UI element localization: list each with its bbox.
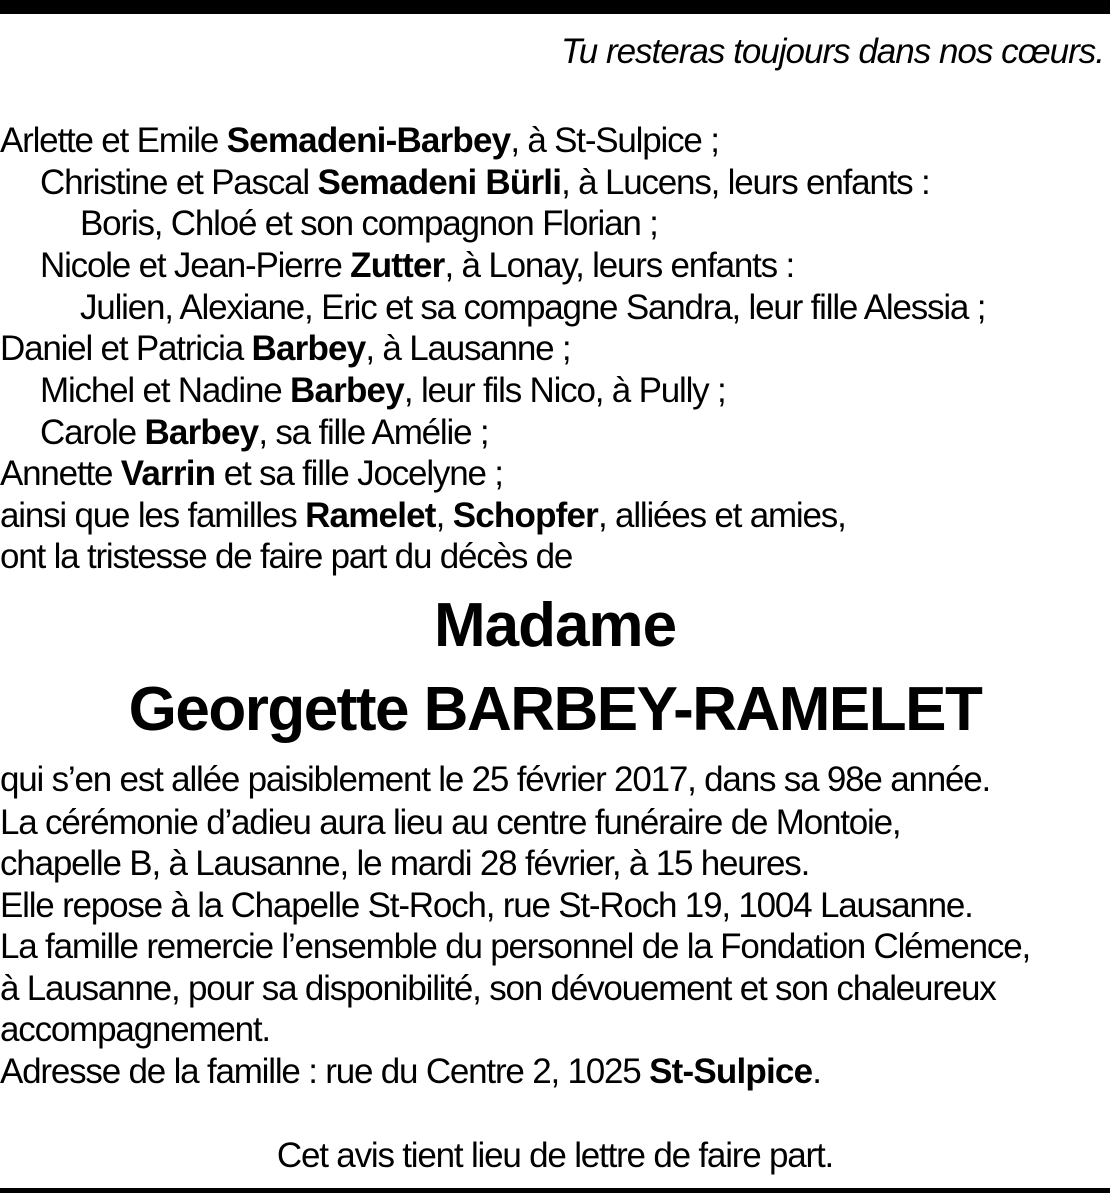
family-surname: Semadeni Bürli <box>317 163 562 202</box>
family-line-text: Annette <box>0 454 121 493</box>
details-line-3: chapelle B, à Lausanne, le mardi 28 février, à 15 heures. <box>0 844 810 883</box>
family-surname: Semadeni-Barbey <box>226 121 511 160</box>
family-line-text: , leur fils Nico, à Pully ; <box>403 371 726 410</box>
family-line-6 <box>0 328 570 370</box>
deceased-name: Georgette BARBEY-RAMELET <box>128 675 982 744</box>
family-line-text: , à St-Sulpice ; <box>510 121 719 160</box>
announcement-line <box>0 536 572 578</box>
family-line-text: Christine et Pascal <box>40 163 318 202</box>
family-line-7 <box>40 370 726 412</box>
bottom-border-rule <box>0 1188 1110 1193</box>
family-line-8 <box>40 412 488 454</box>
address-text: Adresse de la famille : rue du Centre 2, 1025 <box>0 1052 650 1091</box>
family-line-text: Nicole et Jean-Pierre <box>40 246 351 285</box>
family-line-5 <box>80 287 985 329</box>
family-line-3 <box>80 203 658 245</box>
family-line-separator: , <box>435 496 453 535</box>
family-line-text: Boris, Chloé et son compagnon Florian ; <box>80 204 658 243</box>
family-line-text: , alliées et amies, <box>598 496 846 535</box>
family-surname: Zutter <box>350 246 445 285</box>
family-surname: Schopfer <box>452 496 598 535</box>
family-surname: Barbey <box>144 413 259 452</box>
details-line-6: à Lausanne, pour sa disponibilité, son dévouement et son chaleureux <box>0 969 996 1008</box>
address-punctuation: . <box>812 1052 821 1091</box>
details-line-7: accompagnement. <box>0 1010 270 1049</box>
family-line-text: , sa fille Amélie ; <box>258 413 489 452</box>
family-line-10 <box>0 495 846 537</box>
details-line-1: qui s’en est allée paisiblement le 25 février 2017, dans sa 98e année. <box>0 760 991 799</box>
family-line-text: ainsi que les familles <box>0 496 306 535</box>
family-line-text: , à Lonay, leurs enfants : <box>444 246 794 285</box>
family-line-text: Michel et Nadine <box>40 371 291 410</box>
family-surname: Barbey <box>251 329 366 368</box>
family-line-4 <box>40 245 794 287</box>
family-line-9 <box>0 453 503 495</box>
family-line-text: , à Lucens, leurs enfants : <box>561 163 930 202</box>
footer-note: Cet avis tient lieu de lettre de faire part. <box>276 1136 834 1175</box>
announcement-text: ont la tristesse de faire part du décès de <box>0 537 573 576</box>
family-surname: Barbey <box>290 371 404 410</box>
family-surname: Varrin <box>120 454 216 493</box>
details-line-5: La famille remercie l’ensemble du personnel de la Fondation Clémence, <box>0 927 1031 966</box>
family-line-text: Julien, Alexiane, Eric et sa compagne Sandra, leur fille Alessia ; <box>80 288 986 327</box>
family-address-line <box>0 1051 821 1093</box>
address-place: St-Sulpice <box>649 1052 813 1091</box>
family-line-2 <box>40 162 930 204</box>
family-line-text: , à Lausanne ; <box>365 329 571 368</box>
family-line-text: et sa fille Jocelyne ; <box>215 454 503 493</box>
family-surname: Ramelet <box>305 496 436 535</box>
family-line-text: Carole <box>40 413 145 452</box>
family-line-1 <box>0 120 719 162</box>
epigraph: Tu resteras toujours dans nos cœurs. <box>560 32 1104 71</box>
family-line-text: Daniel et Patricia <box>0 329 252 368</box>
family-line-text: Arlette et Emile <box>0 121 227 160</box>
details-line-4: Elle repose à la Chapelle St-Roch, rue St-Roch 19, 1004 Lausanne. <box>0 886 973 925</box>
details-line-2: La cérémonie d’adieu aura lieu au centre funéraire de Montoie, <box>0 803 901 842</box>
deceased-title: Madame <box>433 591 677 660</box>
